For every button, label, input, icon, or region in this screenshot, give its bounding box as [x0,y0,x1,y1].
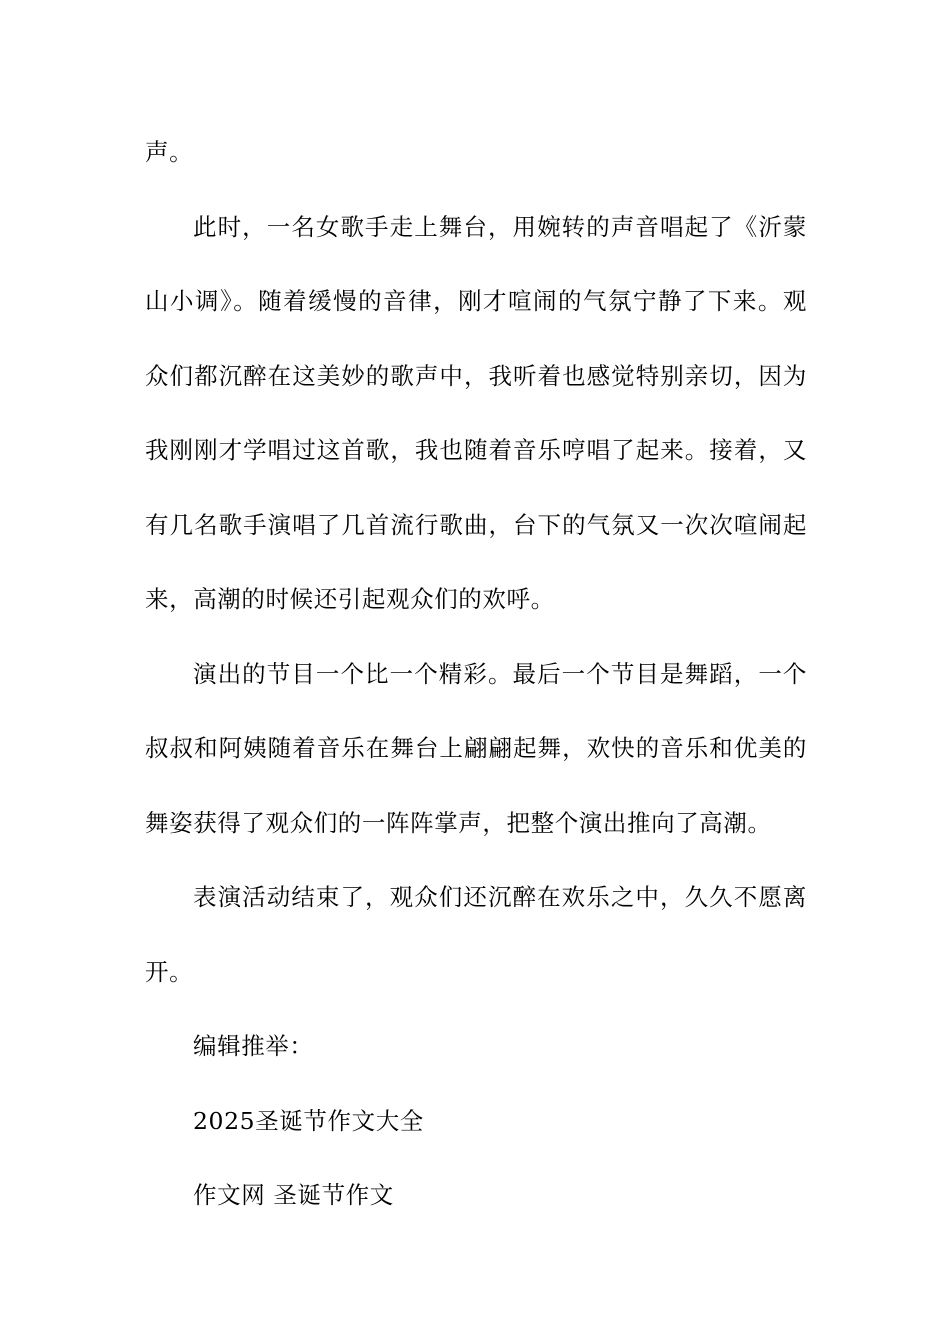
text-line: 来，高潮的时候还引起观众们的欢呼。 [145,585,555,613]
text-line: 众们都沉醉在这美妙的歌声中，我听着也感觉特别亲切，因为 [145,361,807,390]
text-line: 表演活动结束了，观众们还沉醉在欢乐之中，久久不愿离 [193,883,807,911]
text-line: 叔叔和阿姨随着音乐在舞台上翩翩起舞，欢快的音乐和优美的 [145,734,807,762]
text-line: 舞姿获得了观众们的一阵阵掌声，把整个演出推向了高潮。 [145,808,772,837]
recommend-link[interactable]: 作文网 圣诞节作文 [193,1181,394,1209]
text-line: 有几名歌手演唱了几首流行歌曲，台下的气氛又一次次喧闹起 [145,510,807,539]
text-line: 此时，一名女歌手走上舞台，用婉转的声音唱起了《沂蒙 [193,212,807,241]
text-line: 演出的节目一个比一个精彩。最后一个节目是舞蹈，一个 [193,659,807,688]
recommend-heading: 编辑推举： [193,1032,314,1060]
text-line: 开。 [145,957,194,986]
document-body [145,127,807,1245]
text-line: 我刚刚才学唱过这首歌，我也随着音乐哼唱了起来。接着，又 [145,436,807,464]
recommend-link[interactable]: 2025圣诞节作文大全 [193,1106,424,1135]
text-line: 声。 [145,138,194,166]
text-line: 山小调》。随着缓慢的音律，刚才喧闹的气氛宁静了下来。观 [145,287,807,315]
